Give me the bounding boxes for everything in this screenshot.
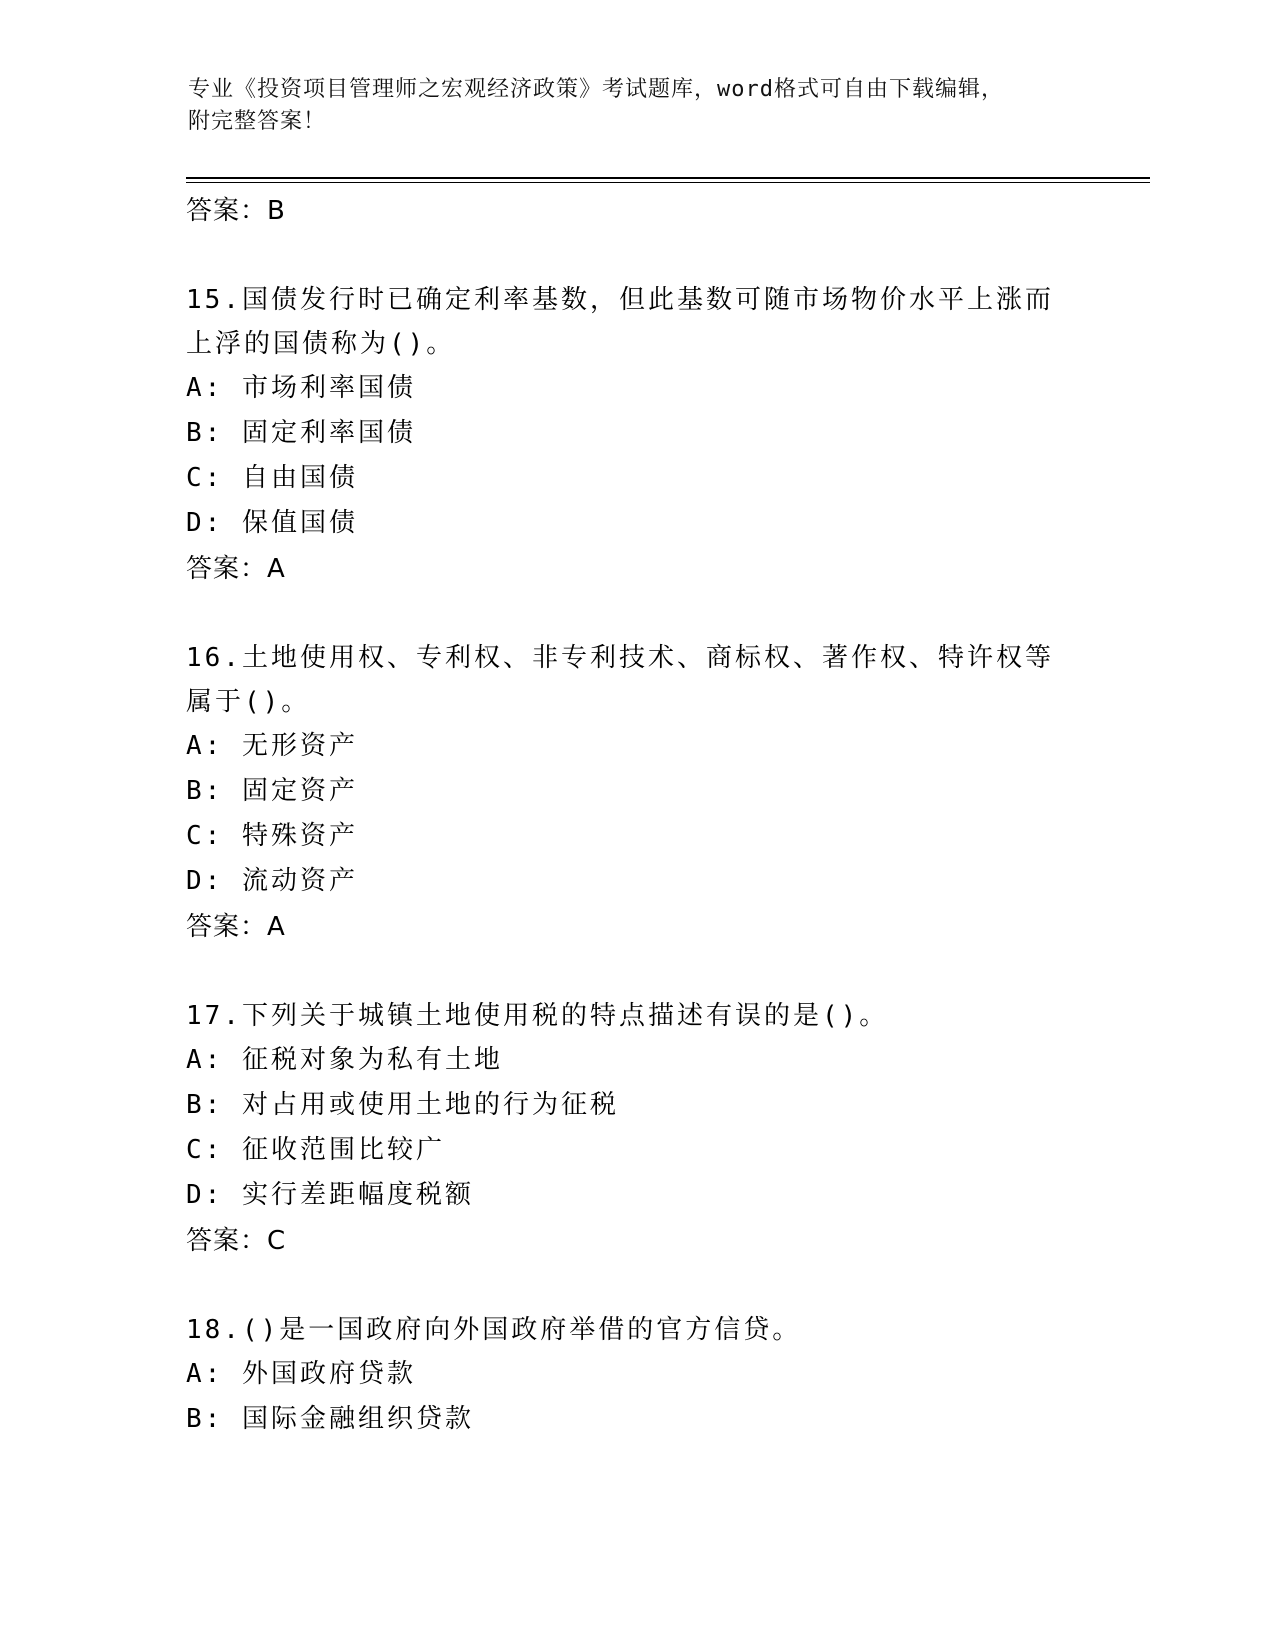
option-a: A: 市场利率国债 (186, 373, 416, 403)
option-d: D: 实行差距幅度税额 (186, 1180, 474, 1210)
question-text: 17.下列关于城镇土地使用税的特点描述有误的是()。 (186, 1001, 889, 1031)
question-text: 15.国债发行时已确定利率基数，但此基数可随市场物价水平上涨而上浮的国债称为()。 (186, 285, 1054, 359)
spacer (186, 592, 1086, 636)
option-d: D: 流动资产 (186, 866, 358, 896)
answer-line: 答案：A (186, 554, 286, 584)
spacer (186, 950, 1086, 994)
header-line-2: 附完整答案！ (188, 109, 327, 134)
option-b: B: 国际金融组织贷款 (186, 1404, 474, 1434)
option-a: A: 征税对象为私有土地 (186, 1045, 503, 1075)
option-c: C: 自由国债 (186, 463, 358, 493)
option-b: B: 固定资产 (186, 776, 358, 806)
answer-line: 答案：C (186, 1226, 287, 1256)
option-a: A: 外国政府贷款 (186, 1359, 416, 1389)
question-text: 16.土地使用权、专利权、非专利技术、商标权、著作权、特许权等属于()。 (186, 643, 1054, 717)
header-divider-thick (186, 177, 1150, 179)
spacer (186, 1264, 1086, 1308)
question-text: 18.()是一国政府向外国政府举借的官方信贷。 (186, 1315, 802, 1345)
option-b: B: 固定利率国债 (186, 418, 416, 448)
spacer (186, 234, 1086, 278)
question-list (186, 188, 1086, 1442)
header-line-1: 专业《投资项目管理师之宏观经济政策》考试题库，word格式可自由下载编辑， (188, 77, 1004, 102)
option-c: C: 特殊资产 (186, 821, 358, 851)
option-c: C: 征收范围比较广 (186, 1135, 445, 1165)
option-d: D: 保值国债 (186, 508, 358, 538)
option-a: A: 无形资产 (186, 731, 358, 761)
answer-line: 答案：B (186, 196, 286, 226)
option-b: B: 对占用或使用土地的行为征税 (186, 1090, 619, 1120)
header-divider-thin (186, 182, 1150, 183)
page-header (188, 74, 1088, 138)
answer-line: 答案：A (186, 912, 286, 942)
